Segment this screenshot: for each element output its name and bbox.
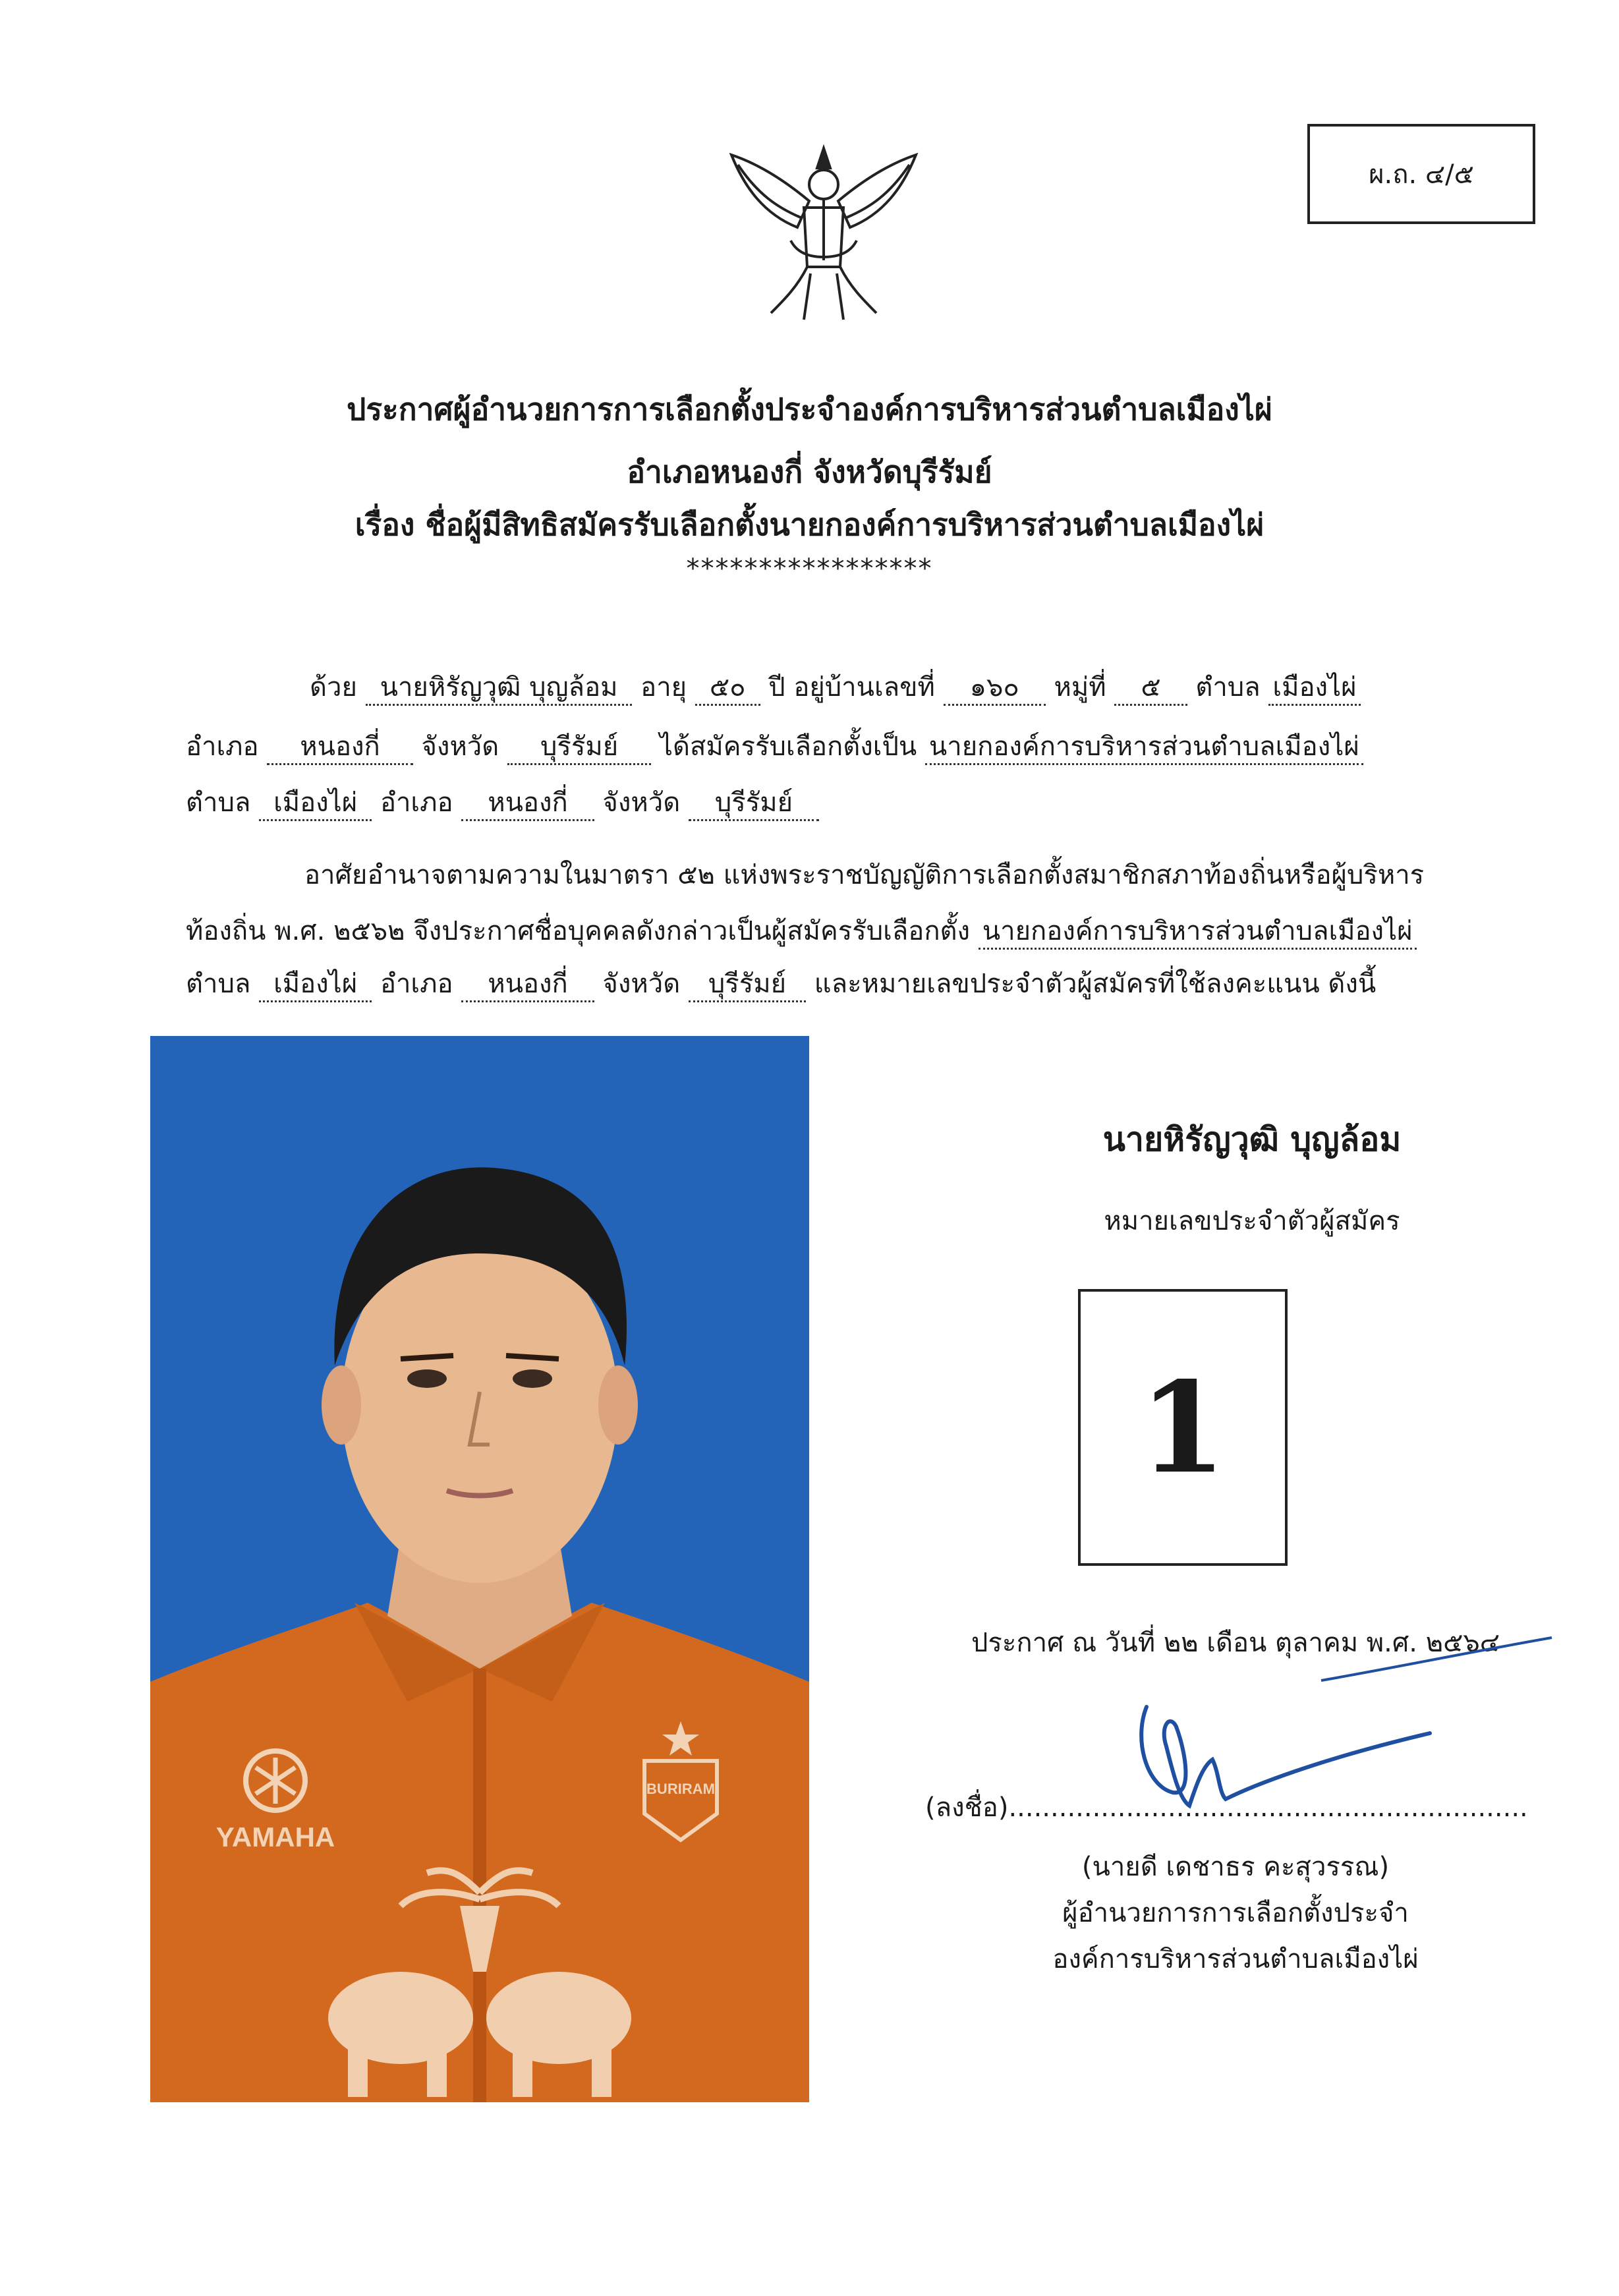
candidate-photo <box>150 1036 809 2102</box>
para2-line1: อาศัยอำนาจตามความในมาตรา ๕๒ แห่งพระราชบัญญัติการเลือกตั้งสมาชิกสภาท้องถิ่นหรือผู้บริหาร <box>304 860 1425 890</box>
sign-dots: .............................................................. <box>1008 1793 1528 1823</box>
form-code-box <box>1307 124 1535 224</box>
label-text: อำเภอ <box>380 788 453 818</box>
signature-line <box>925 1786 1528 1828</box>
buriram-text: BURIRAM <box>646 1781 715 1797</box>
announcement-title-line2: อำเภอหนองกี่ จังหวัดบุรีรัมย์ <box>627 454 992 490</box>
label-text: ตำบล <box>1195 672 1261 703</box>
amphoe-field: หนองกี่ <box>461 967 594 1002</box>
para2-line3 <box>186 962 1376 1004</box>
candidate-number-label: หมายเลขประจำตัวผู้สมัคร <box>1104 1206 1400 1236</box>
garuda-emblem-icon <box>725 135 923 333</box>
position-field: นายกองค์การบริหารส่วนตำบลเมืองไผ่ <box>925 730 1363 765</box>
announcement-date: ประกาศ ณ วันที่ ๒๒ เดือน ตุลาคม พ.ศ. ๒๕๖๔ <box>971 1628 1500 1658</box>
province-field: บุรีรัมย์ <box>689 786 819 821</box>
label-text: จังหวัด <box>602 788 681 818</box>
date-underline-stroke <box>1318 1634 1555 1687</box>
announcement-title-line1: ประกาศผู้อำนวยการการเลือกตั้งประจำองค์การบริหารส่วนตำบลเมืองไผ่ <box>347 391 1272 427</box>
sign-prefix: (ลงชื่อ) <box>925 1793 1009 1823</box>
tambon-field: เมืองไผ่ <box>259 967 372 1002</box>
label-text: อายุ <box>640 672 687 703</box>
amphoe-field: หนองกี่ <box>267 730 412 765</box>
candidate-number: 1 <box>1139 1354 1227 1501</box>
yamaha-text: YAMAHA <box>215 1822 335 1852</box>
label-text: อำเภอ <box>186 732 259 762</box>
label-text: ตำบล <box>186 969 251 999</box>
para1-line2 <box>186 725 1363 767</box>
position-field: นายกองค์การบริหารส่วนตำบลเมืองไผ่ <box>979 915 1417 950</box>
title-separator: ***************** <box>686 554 933 584</box>
form-code: ผ.ถ. ๔/๕ <box>1369 159 1474 190</box>
house-number-field: ๑๖๐ <box>944 671 1046 706</box>
para1-line3 <box>186 781 819 823</box>
portrait-illustration <box>150 1036 809 2102</box>
legal-text: ท้องถิ่น พ.ศ. ๒๕๖๒ จึงประกาศชื่อบุคคลดังกล่าวเป็นผู้สมัครรับเลือกตั้ง <box>186 916 971 946</box>
signer-title-line2: องค์การบริหารส่วนตำบลเมืองไผ่ <box>1052 1944 1419 1974</box>
candidate-name: นายหิรัญวุฒิ บุญล้อม <box>1102 1120 1402 1159</box>
moo-field: ๕ <box>1114 671 1187 706</box>
label-text: ได้สมัครรับเลือกตั้งเป็น <box>659 732 917 762</box>
label-text: จังหวัด <box>602 969 681 999</box>
label-text: ปี อยู่บ้านเลขที่ <box>768 672 935 703</box>
label-text: อำเภอ <box>380 969 453 999</box>
para1-line1 <box>310 666 1361 708</box>
province-field: บุรีรัมย์ <box>507 730 651 765</box>
candidate-number-box <box>1078 1289 1288 1566</box>
province-field: บุรีรัมย์ <box>689 967 806 1002</box>
signer-title-line1: ผู้อำนวยการการเลือกตั้งประจำ <box>1062 1898 1409 1928</box>
tambon-field: เมืองไผ่ <box>259 786 372 821</box>
label-text: ด้วย <box>310 672 357 703</box>
label-text: หมู่ที่ <box>1054 672 1106 703</box>
label-text: และหมายเลขประจำตัวผู้สมัครที่ใช้ลงคะแนน ดังนี้ <box>814 969 1377 999</box>
age-field: ๕๐ <box>695 671 760 706</box>
amphoe-field: หนองกี่ <box>461 786 594 821</box>
label-text: ตำบล <box>186 788 251 818</box>
tambon-field: เมืองไผ่ <box>1268 671 1360 706</box>
announcement-subject: เรื่อง ชื่อผู้มีสิทธิสมัครรับเลือกตั้งนายกองค์การบริหารส่วนตำบลเมืองไผ่ <box>355 507 1264 542</box>
signer-name: (นายดี เดชาธร คะสุวรรณ) <box>1081 1852 1390 1882</box>
para2-line2 <box>186 909 1417 952</box>
label-text: จังหวัด <box>421 732 499 762</box>
candidate-name-field: นายหิรัญวุฒิ บุญล้อม <box>366 671 633 706</box>
